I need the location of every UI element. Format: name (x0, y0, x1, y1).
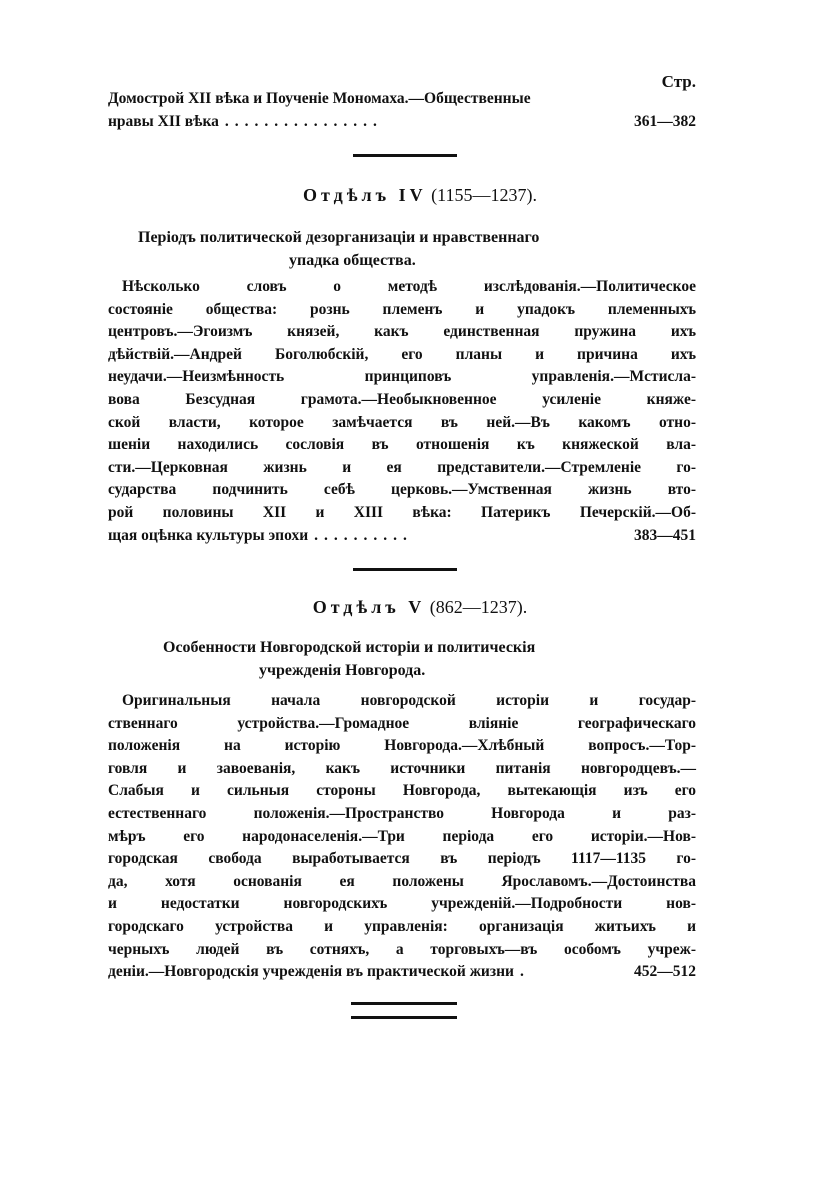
section-subtitle-line2: упадка общества. (289, 252, 416, 269)
body-line: ской власти, которое замѣчается въ ней.—Въ какомъ отно- (108, 413, 696, 431)
section-divider (351, 1002, 457, 1005)
page-range: 452—512 (634, 963, 696, 981)
body-line: неудачи.—Неизмѣнность принциповъ управленія.—Мстисла- (108, 368, 696, 386)
toc-entry-top (108, 88, 696, 133)
body-line: Слабыя и сильныя стороны Новгорода, вытекающія изъ его (108, 782, 696, 800)
body-line: городскаго устройства и управленія: организація житьихъ и (108, 917, 696, 935)
toc-text: щая оцѣнка культуры эпохи (108, 526, 309, 544)
page-range: 361—382 (634, 112, 696, 130)
section-subtitle-line1: Особенности Новгородской исторіи и политическія (163, 639, 536, 656)
section-word: Отдѣлъ IV (303, 185, 427, 205)
section-years: (1155—1237). (431, 185, 537, 205)
body-line: центровъ.—Эгоизмъ князей, какъ единственная пружина ихъ (108, 323, 696, 341)
body-line: положенія на исторію Новгорода.—Хлѣбный вопросъ.—Тор- (108, 737, 696, 755)
toc-text: нравы XII вѣка (108, 112, 219, 130)
body-line: Оригинальныя начала новгородской исторіи и государ- (122, 692, 696, 709)
section-subtitle-line2: учрежденія Новгорода. (259, 662, 426, 679)
section-5-body (108, 690, 696, 984)
body-line: Нѣсколько словъ о методѣ изслѣдованія.—Политическое (122, 278, 696, 295)
section-heading-5 (0, 597, 840, 618)
body-line: мѣръ его народонаселенія.—Три періода его исторіи.—Нов- (108, 827, 696, 845)
body-line: состояніе общества: рознь племенъ и упадокъ племенныхъ (108, 300, 696, 318)
section-word: Отдѣлъ V (312, 597, 426, 617)
leader-dots: ................ (224, 112, 383, 130)
body-line: рой половины XII и XIII вѣка: Патерикъ Печерскій.—Об- (108, 503, 696, 521)
body-line: сти.—Церковная жизнь и ея представители.—Стремленіе го- (108, 458, 696, 476)
section-divider (353, 154, 457, 157)
page-column-label: Стр. (661, 72, 696, 91)
toc-last-line (108, 111, 696, 134)
section-heading-4 (0, 185, 840, 206)
section-subtitle-line1: Періодъ политической дезорганизаціи и нравственнаго (138, 229, 540, 246)
toc-line: Домострой XII вѣка и Поученіе Мономаха.—Общественные (108, 90, 531, 107)
body-line: сударства подчинить себѣ церковь.—Умственная жизнь вто- (108, 481, 696, 499)
body-line: дѣйствій.—Андрей Боголюбскій, его планы и причина ихъ (108, 345, 696, 363)
body-line: говля и завоеванія, какъ источники питанія новгородцевъ.— (108, 759, 696, 777)
body-line: черныхъ людей въ сотняхъ, а торговыхъ—въ особомъ учреж- (108, 940, 696, 958)
section-divider (351, 1016, 457, 1019)
section-divider (353, 568, 457, 571)
body-line: да, хотя основанія ея положены Ярославомъ.—Достоинства (108, 872, 696, 890)
body-line: городская свобода выработывается въ періодъ 1117—1135 го- (108, 850, 696, 868)
page-range: 383—451 (634, 526, 696, 544)
toc-text: деніи.—Новгородскія учрежденія въ практической жизни (108, 963, 514, 981)
leader-dots: .......... (314, 526, 413, 544)
body-line: ственнаго устройства.—Громадное вліяніе географическаго (108, 714, 696, 732)
section-years: (862—1237). (429, 597, 528, 617)
section-4-body (108, 276, 696, 547)
leader-dots: . (519, 963, 530, 981)
body-line: и недостатки новгородскихъ учрежденій.—Подробности нов- (108, 895, 696, 913)
toc-last-line (108, 961, 696, 984)
body-line: шеніи находились сословія въ отношенія къ княжеской вла- (108, 436, 696, 454)
body-line: вова Безсудная грамота.—Необыкновенное усиленіе княже- (108, 390, 696, 408)
toc-last-line (108, 525, 696, 548)
body-line: естественнаго положенія.—Пространство Новгорода и раз- (108, 804, 696, 822)
